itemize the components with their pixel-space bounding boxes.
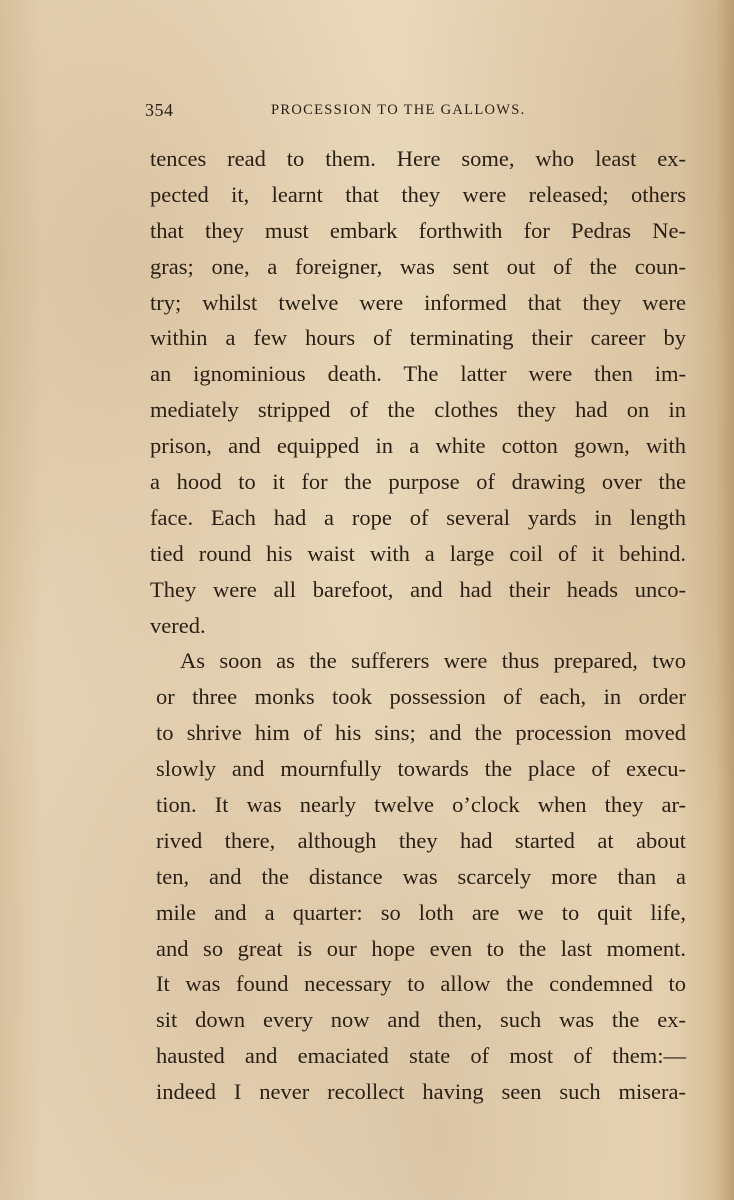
text-line: and so great is our hope even to the last moment.	[156, 935, 686, 961]
text-line: face. Each had a rope of several yards in length	[150, 504, 686, 530]
text-line: a hood to it for the purpose of drawing over the	[150, 469, 686, 495]
text-line: vered.	[150, 612, 206, 638]
text-line: tences read to them. Here some, who least ex-	[150, 146, 686, 171]
text-line: tion. It was nearly twelve o’clock when they ar-	[156, 792, 686, 818]
text-line: an ignominious death. The latter were then im-	[150, 361, 686, 387]
text-line: tied round his waist with a large coil of it behind.	[150, 540, 686, 566]
paragraph-1	[150, 141, 686, 643]
text-line: within a few hours of terminating their career by	[150, 325, 686, 351]
text-line: that they must embark forthwith for Pedras Ne-	[150, 217, 686, 243]
body-text	[150, 141, 686, 1110]
running-head	[145, 100, 690, 126]
page-number: 354	[145, 100, 174, 120]
text-line: mediately stripped of the clothes they had on in	[150, 397, 686, 423]
text-line: indeed I never recollect having seen such misera-	[156, 1079, 686, 1105]
paragraph-2	[150, 643, 686, 1110]
text-line: mile and a quarter: so loth are we to quit life,	[156, 899, 686, 925]
text-line: They were all barefoot, and had their heads unco-	[150, 576, 686, 602]
text-line: slowly and mournfully towards the place of execu-	[156, 756, 686, 782]
page-edge-shading	[716, 0, 734, 1200]
text-line: ten, and the distance was scarcely more than a	[156, 863, 686, 889]
text-line: pected it, learnt that they were released; others	[150, 181, 686, 207]
text-line: It was found necessary to allow the condemned to	[156, 971, 686, 997]
text-line: sit down every now and then, such was the ex-	[156, 1007, 686, 1033]
text-line: prison, and equipped in a white cotton gown, with	[150, 433, 686, 459]
text-line: or three monks took possession of each, in order	[156, 684, 686, 710]
text-line: As soon as the sufferers were thus prepared, two	[180, 648, 686, 674]
text-line: rived there, although they had started at about	[156, 827, 686, 853]
text-line: try; whilst twelve were informed that they were	[150, 289, 686, 315]
running-title: PROCESSION TO THE GALLOWS.	[271, 102, 526, 118]
text-line: hausted and emaciated state of most of them:—	[156, 1043, 686, 1069]
text-line: to shrive him of his sins; and the procession moved	[156, 720, 686, 746]
text-line: gras; one, a foreigner, was sent out of the coun-	[150, 253, 686, 279]
